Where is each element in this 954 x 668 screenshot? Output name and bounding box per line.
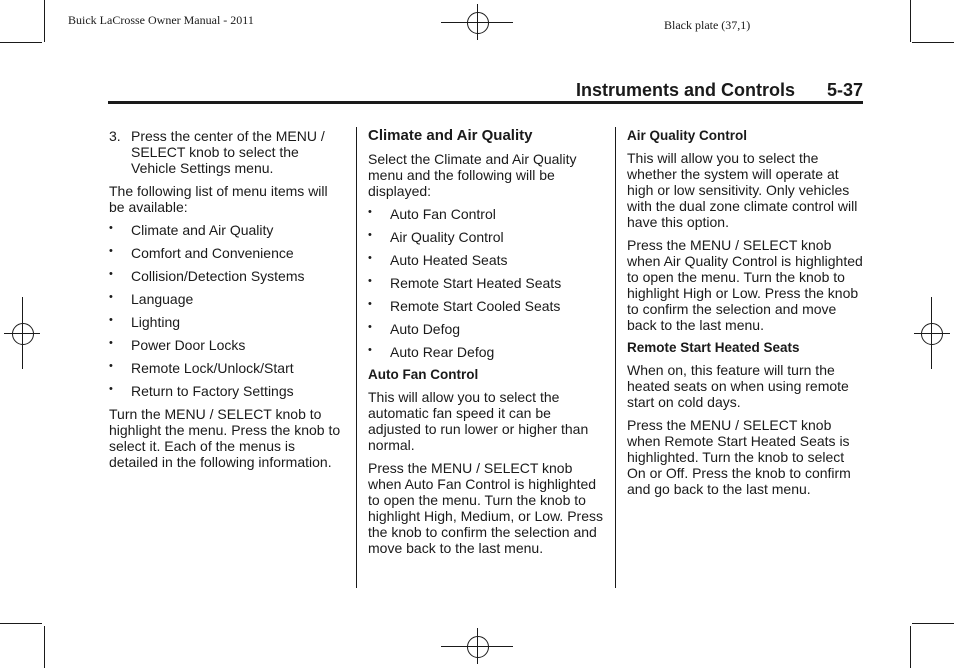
list-item: • Return to Factory Settings xyxy=(109,383,294,399)
section-title: Instruments and Controls xyxy=(575,80,795,100)
list-item: • Climate and Air Quality xyxy=(109,222,274,238)
column-divider-1 xyxy=(356,127,357,588)
list-item: • Auto Rear Defog xyxy=(368,344,495,360)
page-number: 5-37 xyxy=(826,80,863,100)
step-text: Press the center of the MENU / SELECT knob to select the Vehicle Settings menu. xyxy=(131,128,325,176)
remote-heated-seats-description: When on, this feature will turn the heated seats on when using remote start on cold days. xyxy=(627,362,849,410)
header-rule xyxy=(108,101,863,104)
menu-items-list xyxy=(109,222,345,399)
climate-intro: Select the Climate and Air Quality menu and the following will be displayed: xyxy=(368,151,577,199)
remote-heated-seats-heading: Remote Start Heated Seats xyxy=(627,340,800,355)
column-1 xyxy=(109,128,345,477)
menu-intro: The following list of menu items will be available: xyxy=(109,183,328,215)
list-item: • Collision/Detection Systems xyxy=(109,268,305,284)
step-3 xyxy=(109,128,345,176)
list-item: • Remote Start Cooled Seats xyxy=(368,298,561,314)
climate-heading: Climate and Air Quality xyxy=(368,127,533,144)
auto-fan-instructions: Press the MENU / SELECT knob when Auto Fan Control is highlighted to open the menu. Turn the knob to highlight High, Medium, or Low. Press the knob to confirm the selection and move back to the last menu. xyxy=(368,460,603,556)
step-number: 3. xyxy=(109,128,121,144)
remote-heated-seats-instructions: Press the MENU / SELECT knob when Remote Start Heated Seats is highlighted. Turn the knob to select On or Off. Press the knob to confirm and go back to the last menu. xyxy=(627,417,851,497)
column-3 xyxy=(627,128,865,504)
list-item: • Lighting xyxy=(109,314,181,330)
air-quality-heading: Air Quality Control xyxy=(627,128,748,143)
manual-title: Buick LaCrosse Owner Manual - 2011 xyxy=(68,13,254,27)
list-item: • Auto Heated Seats xyxy=(368,252,508,268)
auto-fan-heading: Auto Fan Control xyxy=(368,367,479,382)
menu-outro: Turn the MENU / SELECT knob to highlight the menu. Press the knob to select it. Each of the menus is detailed in the following information. xyxy=(109,406,341,470)
column-2 xyxy=(368,127,604,563)
list-item: • Language xyxy=(109,291,194,307)
auto-fan-description: This will allow you to select the automatic fan speed it can be adjusted to run lower or higher than normal. xyxy=(368,389,589,453)
column-divider-2 xyxy=(615,127,616,588)
section-heading xyxy=(108,80,863,101)
list-item: • Remote Lock/Unlock/Start xyxy=(109,360,294,376)
plate-label: Black plate (37,1) xyxy=(664,18,751,32)
list-item: • Power Door Locks xyxy=(109,337,246,353)
air-quality-instructions: Press the MENU / SELECT knob when Air Quality Control is highlighted to open the menu. Turn the knob to highlight High or Low. Press the knob to confirm the selection and move back to the last menu. xyxy=(627,237,863,333)
air-quality-description: This will allow you to select the whether the system will operate at high or low sensitivity. Only vehicles with the dual zone climate control will have this option. xyxy=(627,150,858,230)
list-item: • Remote Start Heated Seats xyxy=(368,275,562,291)
list-item: • Air Quality Control xyxy=(368,229,504,245)
list-item: • Auto Defog xyxy=(368,321,461,337)
climate-items-list xyxy=(368,206,604,360)
list-item: • Comfort and Convenience xyxy=(109,245,294,261)
list-item: • Auto Fan Control xyxy=(368,206,496,222)
